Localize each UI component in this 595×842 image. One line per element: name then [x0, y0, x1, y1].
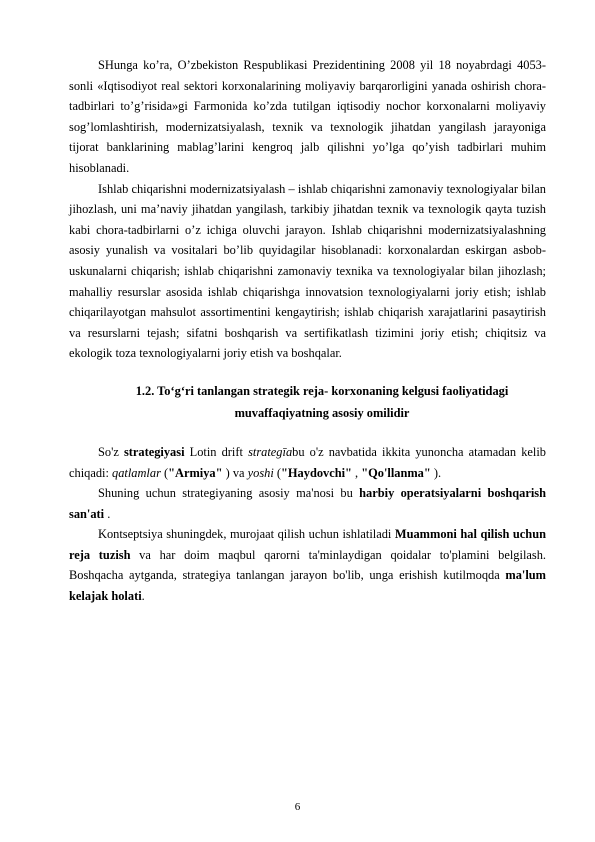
text: . [141, 589, 145, 604]
paragraph-4 [69, 483, 546, 524]
text: ). [430, 465, 442, 480]
section-heading-line-2: muvaffaqiyatning asosiy omilidir [234, 405, 410, 420]
term-haydovchi: "Haydovchi" [281, 465, 352, 480]
text: ) va [222, 465, 248, 480]
text: Shuning uchun strategiyaning asosiy ma'nosi bu [98, 486, 360, 501]
paragraph-2: Ishlab chiqarishni modernizatsiyalash – ishlab chiqarishni zamonaviy texnologiyalar bilan jihozlash, uni ma’naviy jihatdan yangilash, tarkibiy jihatdan texnik va texnologik qayta tuzish kabi chora-tadbirlarni o’z ichiga oluvchi jarayon. Ishlab chiqarishni modernizatsiyalashning asosiy yunalish va vositalari bo’lib quyidagilar hisoblanadi: korxonalardan eskirgan asbob-uskunalarni chiqarish; ishlab chiqarishni zamonaviy texnika va texnologiyalar bilan jihozlash; mahalliy resurslar asosida ishlab chiqarishga innovatsion texnologiyalarni joriy etish; ishlab chiqarilayotgan mahsulot assortimentini kengaytirish; ishlab chiqarish xarajatlarini pasaytirish va resurslarni tejash; sifatni boshqarish va sertifikatlash tizimini joriy etish; chiqitsiz va ekologik toza texnologiyalarni joriy etish va boshqalar. [69, 181, 546, 361]
text: bu o'z navbatida ikkita yunoncha atamadan kelib chiqadi: [69, 444, 547, 480]
paragraph-1: SHunga ko’ra, O’zbekiston Respublikasi Prezidentining 2008 yil 18 noyabrdagi 4053-sonli «Iqtisodiyot real sektori korxonalarining moliyaviy barqarorligini yanada oshirish chora-tadbirlari to’g’risida»gi Farmonida ko’zda tutilgan iqtisodiy nochor korxonalarni moliyaviy sog’lomlashtirish, modernizatsiyalash, texnik va texnologik jihatdan yangilash jarayoniga tijorat banklarining mablag’larini kengroq jalb qilishni yo’lga qo’yish tadbirlari muhim hisoblanadi. [69, 58, 546, 175]
text: Kontseptsiya shuningdek, murojaat qilish uchun ishlatiladi [98, 527, 395, 542]
term-harbiy-operatsiyalar: harbiy operatsiyalarni boshqarish san'ati [69, 486, 547, 521]
document-page [69, 55, 546, 607]
text: va har doim maqbul qarorni ta'minlaydigan qoidalar to'plamini belgilash. Boshqacha aytganda, strategiya tanlangan jarayon bo'lib, unga erishish kutilmoqda [69, 547, 546, 583]
term-qollanma: "Qo'llanma" [361, 465, 431, 480]
text: . [104, 506, 111, 521]
term-muammoni-hal: Muammoni hal qilish uchun reja tuzish [69, 527, 546, 562]
paragraph-3 [69, 442, 546, 483]
page-number: 6 [294, 801, 301, 813]
term-strategiyasi: strategiyasi [123, 444, 185, 459]
text: So'z [98, 444, 124, 459]
text: ( [160, 465, 169, 480]
term-strategia: strategīa [248, 444, 293, 459]
text: , [351, 465, 362, 480]
section-heading [69, 380, 546, 424]
text: Lotin drift [184, 444, 249, 459]
term-qatlamlar: qatlamlar [112, 465, 161, 480]
term-armiya: "Armiya" [168, 465, 223, 480]
paragraph-5 [69, 524, 546, 606]
section-heading-line-1: 1.2. To‘g‘ri tanlangan strategik reja- korxonaning kelgusi faoliyatidagi [135, 383, 509, 398]
term-kelajak-holati: ma'lum kelajak holati [69, 568, 546, 604]
term-yoshi: yoshi [247, 465, 274, 480]
text: ( [273, 465, 282, 480]
